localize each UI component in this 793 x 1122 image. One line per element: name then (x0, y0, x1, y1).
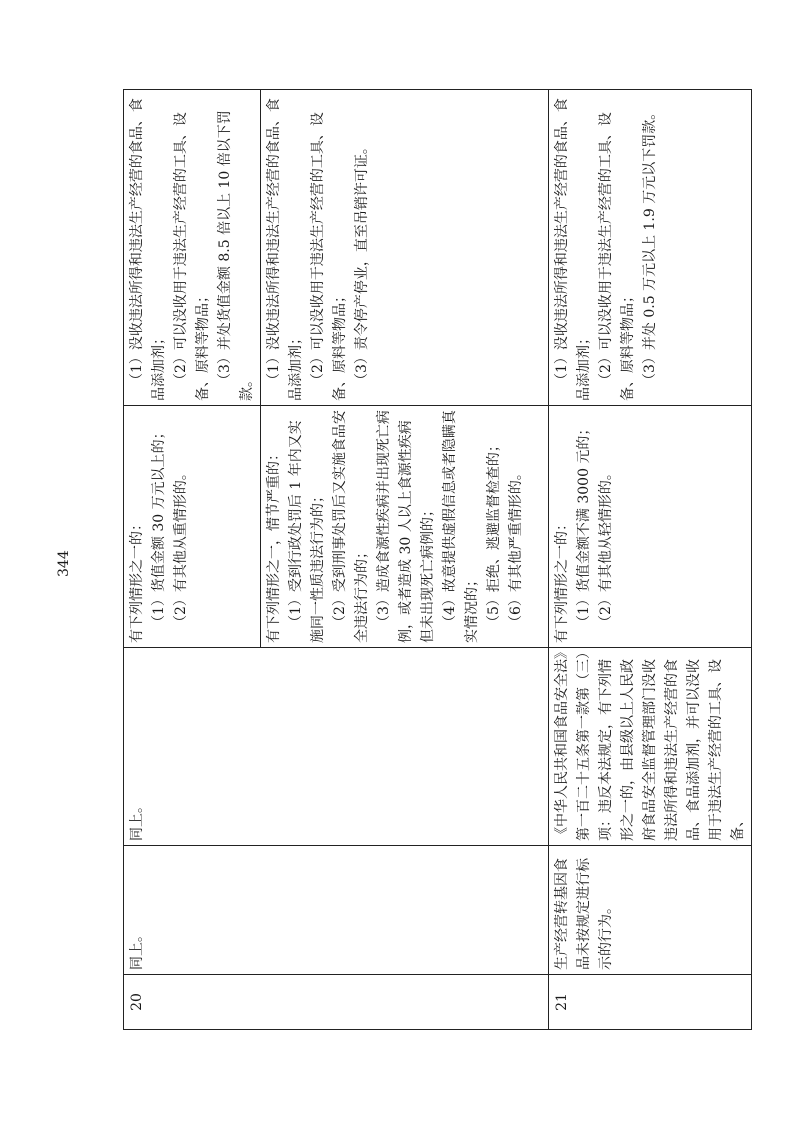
legal-basis: 《中华人民共和国食品安全法》第一百二十五条第一款第（三）项：违反本法规定，有下列情形之一的，由县级以上人民政府食品安全监督管理部门没收违法所得和违法生产经营的食品、食品添加剂，并可以没收用于违法生产经营的工具、设备、 (549, 648, 752, 846)
circumstance-item: （2）有其他从重情形的。 (173, 466, 189, 629)
circumstance-item: （3）造成食源性疾病并出现死亡病例，或者造成 30 人以上食源性疾病但未出现死亡病例的； (376, 410, 436, 643)
violation-act: 生产经营转基因食品未按规定进行标示的行为。 (549, 846, 752, 975)
penalty-item: （3）责令停产停业，直至吊销许可证。 (354, 140, 370, 387)
legal-basis: 同上。 (124, 648, 549, 846)
circumstance-item: （1）货值金额 30 万元以上的； (151, 425, 167, 629)
circumstance-item: （2）受到刑事处罚后又实施食品安全违法行为的； (332, 410, 370, 643)
circumstance-item: （6）有其他严重情形的。 (508, 466, 524, 629)
page-number: 344 (56, 550, 72, 577)
penalty-item: （1）没收违法所得和违法生产经营的食品、食品添加剂； (129, 98, 167, 401)
penalty-item: （1）没收违法所得和违法生产经营的食品、食品添加剂； (266, 98, 304, 401)
penalty-item: （3）并处 0.5 万元以上 1.9 万元以下罚款。 (642, 105, 658, 387)
violation-act: 同上。 (124, 846, 549, 975)
penalty-standard-cell (549, 90, 752, 406)
penalty-item: （2）可以没收用于违法生产经营的工具、设备、原料等物品； (310, 112, 348, 401)
circumstance-item: （1）受到行政处罚后 1 年内又实施同一性质违法行为的； (288, 420, 326, 643)
penalty-item: （1）没收违法所得和违法生产经营的食品、食品添加剂； (554, 98, 592, 401)
circumstance-item: （1）货值金额不满 3000 元的； (576, 421, 592, 629)
circumstance-cell (124, 406, 261, 648)
penalty-item: （2）可以没收用于违法生产经营的工具、设备、原料等物品； (598, 112, 636, 401)
circumstance-item: （4）故意提供虚假信息或者隐瞒真实情况的； (442, 410, 480, 643)
circumstance-lead: 有下列情形之一，情节严重的： (266, 447, 282, 643)
penalty-item: （3）并处货值金额 8.5 倍以上 10 倍以下罚款。 (217, 110, 255, 401)
row-number: 20 (124, 975, 549, 1030)
circumstance-lead: 有下列情形之一的： (554, 517, 570, 643)
circumstance-item: （2）有其他从轻情形的。 (598, 466, 614, 629)
penalty-standard-cell (261, 90, 549, 406)
row-number: 21 (549, 975, 752, 1030)
penalty-item: （2）可以没收用于违法生产经营的工具、设备、原料等物品； (173, 112, 211, 401)
circumstance-item: （5）拒绝、逃避监督检查的； (486, 438, 502, 629)
table-row (124, 90, 261, 1030)
penalty-standards-table (123, 89, 752, 1030)
circumstance-cell (549, 406, 752, 648)
penalty-standard-cell (124, 90, 261, 406)
table-row (549, 90, 752, 1030)
circumstance-cell (261, 406, 549, 648)
circumstance-lead: 有下列情形之一的： (129, 517, 145, 643)
